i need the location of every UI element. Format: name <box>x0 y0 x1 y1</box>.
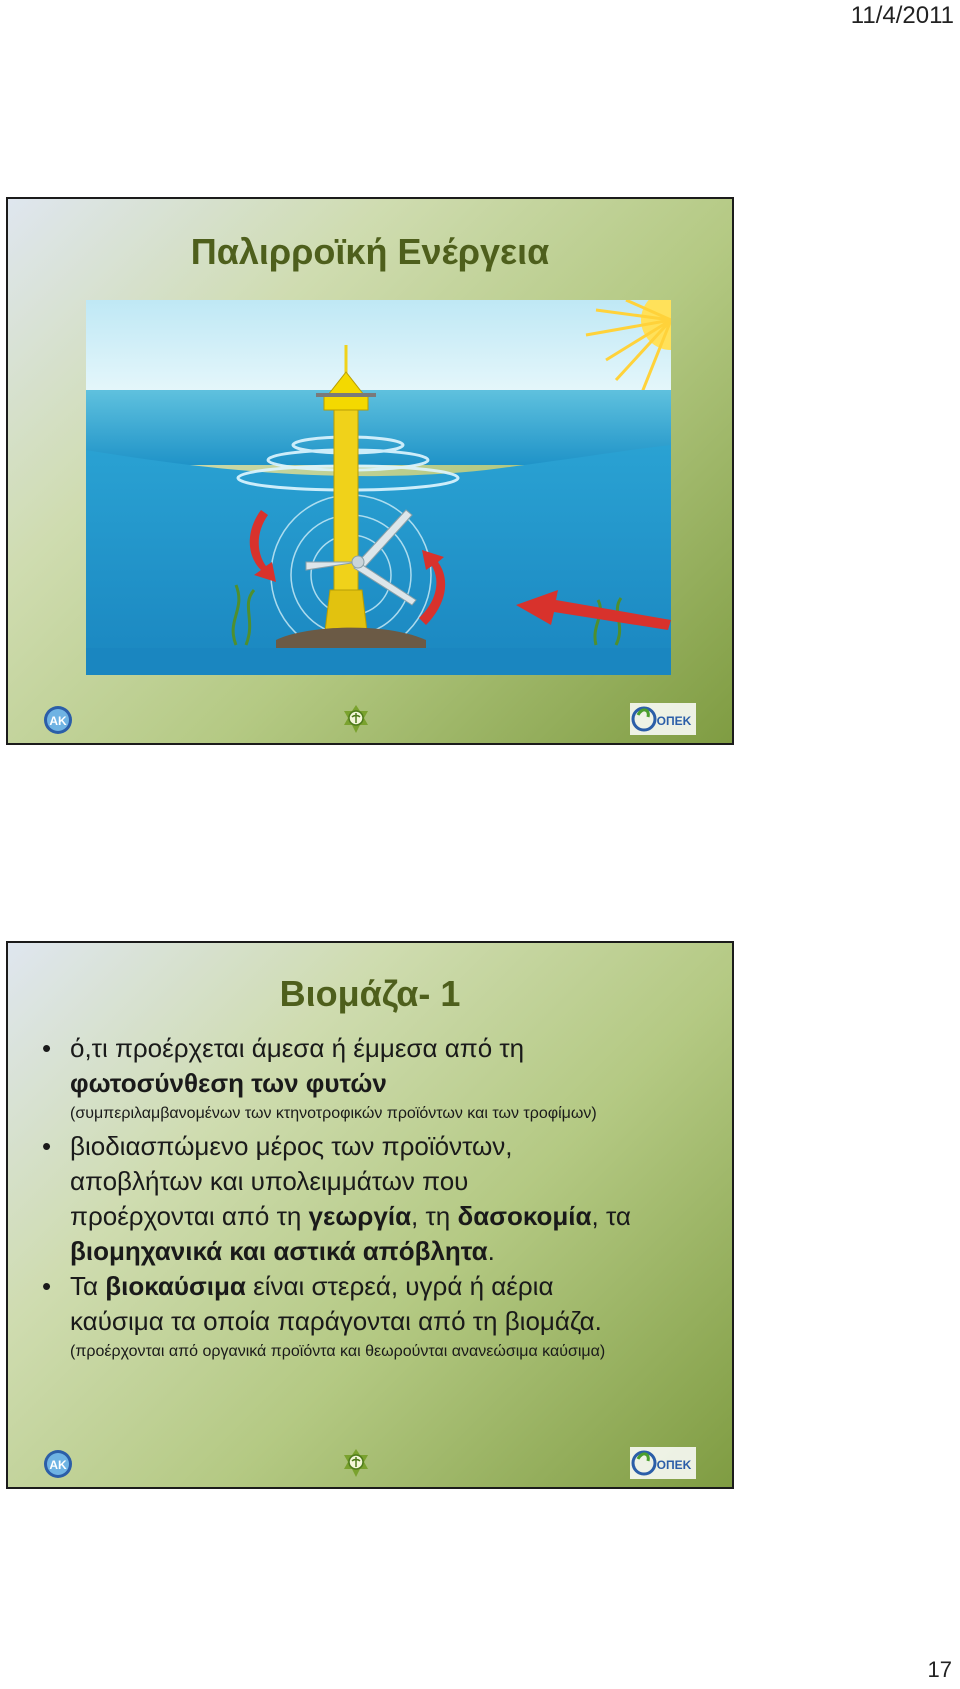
slide-title: Παλιρροϊκή Ενέργεια <box>190 231 550 272</box>
bullet-item: • βιοδιασπώμενο μέρος των προϊόντων, αποβλήτων και υπολειμμάτων που προέρχονται από τη γεωργία, τη δασοκομία, τα βιομηχανικά και αστικά απόβλητα. <box>38 1129 712 1269</box>
logo-footer <box>8 1443 732 1483</box>
bullet-item: • Τα βιοκαύσιμα είναι στερεά, υγρά ή αέρια καύσιμα τα οποία παράγονται από τη βιομάζα. <box>38 1269 712 1339</box>
emblem-logo-icon <box>340 1447 372 1481</box>
ak-logo-icon <box>40 705 76 735</box>
slide-title: Βιομάζα- 1 <box>279 973 461 1014</box>
bullet-note: (συμπεριλαμβανομένων των κτηνοτροφικών προϊόντων και των τροφίμων) <box>70 1105 597 1122</box>
page-number: 17 <box>927 1657 952 1682</box>
opek-logo-icon <box>630 1447 696 1479</box>
slide-body <box>38 1031 712 1367</box>
opek-logo-icon <box>630 703 696 735</box>
slide-biomass <box>6 941 734 1489</box>
tidal-turbine-illustration <box>86 300 671 675</box>
svg-text:AK: AK <box>49 714 67 728</box>
bullet-item: • ό,τι προέρχεται άμεσα ή έμμεσα από τη φωτοσύνθεση των φυτών <box>38 1031 712 1101</box>
logo-footer <box>8 699 732 739</box>
svg-text:ΟΠΕΚ: ΟΠΕΚ <box>656 714 692 728</box>
bullet-note: (προέρχονται από οργανικά προϊόντα και θεωρούνται ανανεώσιμα καύσιμα) <box>70 1343 606 1360</box>
slide-tidal-energy <box>6 197 734 745</box>
svg-text:ΟΠΕΚ: ΟΠΕΚ <box>656 1458 692 1472</box>
emblem-logo-icon <box>340 703 372 737</box>
svg-text:AK: AK <box>49 1458 67 1472</box>
ak-logo-icon <box>40 1449 76 1479</box>
print-date: 11/4/2011 <box>850 2 954 29</box>
